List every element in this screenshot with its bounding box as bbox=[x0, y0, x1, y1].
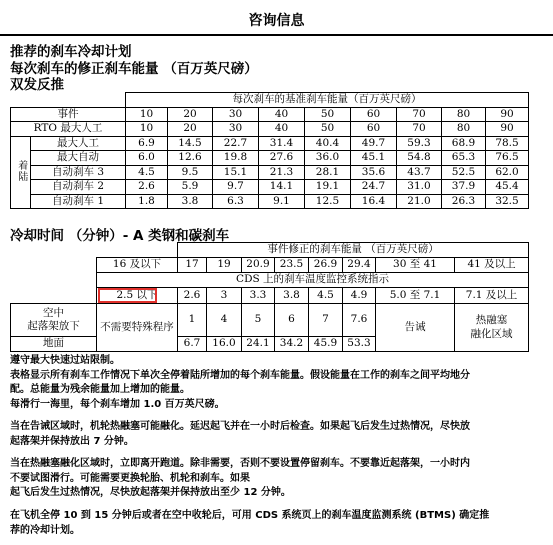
fuse-zone-line2: 融化区域 bbox=[470, 328, 513, 340]
note-line: 起飞后发生过热情况，尽快放起落架并保持放出至少 12 分钟。 bbox=[10, 487, 291, 498]
page-header bbox=[0, 8, 553, 36]
table-cell: 54.8 bbox=[397, 151, 442, 166]
brake-energy-table bbox=[10, 92, 529, 209]
fuse-zone-line1: 热融塞 bbox=[475, 313, 508, 326]
table-row bbox=[11, 180, 529, 195]
table-cell: 34.2 bbox=[275, 337, 309, 352]
air-label: 空中 bbox=[43, 306, 64, 319]
table-row bbox=[11, 151, 529, 166]
section-title-cooling-time: 冷却时间 （分钟）- A 类钢和碳刹车 bbox=[10, 228, 230, 244]
table-cell: 43.7 bbox=[397, 165, 442, 180]
row-label: 自动刹车 2 bbox=[31, 180, 126, 195]
table-cell: 20 bbox=[168, 122, 213, 137]
energy-col: 16 及以下 bbox=[97, 258, 178, 273]
section-title-brake-cooling: 推荐的刹车冷却计划 bbox=[10, 44, 132, 60]
table-cell: 70 bbox=[397, 122, 442, 137]
table-cell: 19.1 bbox=[305, 180, 351, 195]
table-cell: 45.1 bbox=[351, 151, 397, 166]
table-row bbox=[11, 136, 529, 151]
cds-col: 4.9 bbox=[343, 288, 376, 304]
energy-col: 60 bbox=[351, 107, 397, 122]
table-cell: 6 bbox=[275, 304, 309, 337]
table-cell: 21.3 bbox=[259, 165, 305, 180]
cds-col: 7.1 及以上 bbox=[455, 288, 529, 304]
cds-col: 3.8 bbox=[275, 288, 309, 304]
cds-col: 4.5 bbox=[309, 288, 343, 304]
table-cell: 24.7 bbox=[351, 180, 397, 195]
row-label: 自动刹车 3 bbox=[31, 165, 126, 180]
energy-col: 70 bbox=[397, 107, 442, 122]
energy-col: 80 bbox=[442, 107, 486, 122]
table-cell: 32.5 bbox=[486, 194, 529, 209]
note-line: 在飞机全停 10 到 15 分钟后或者在空中收轮后，可用 CDS 系统页上的刹车温度监测系统 (BTMS) 确定推 bbox=[10, 510, 490, 521]
cooling-time-table bbox=[10, 242, 529, 352]
table-cell: 60 bbox=[351, 122, 397, 137]
note-line: 当在热融塞融化区域时，立即离开跑道。除非需要，否则不要设置停留刹车。不要靠近起落架，一小时内 bbox=[10, 458, 470, 469]
table-cell: 7 bbox=[309, 304, 343, 337]
energy-col: 50 bbox=[305, 107, 351, 122]
cds-header: CDS 上的刹车温度监控系统指示 bbox=[97, 273, 529, 288]
table-cell: 59.3 bbox=[397, 136, 442, 151]
table-cell: 12.5 bbox=[305, 194, 351, 209]
table-cell: 6.7 bbox=[178, 337, 207, 352]
table-cell: 27.6 bbox=[259, 151, 305, 166]
table-cell: 4 bbox=[207, 304, 242, 337]
table-cell: 12.6 bbox=[168, 151, 213, 166]
table-cell: 62.0 bbox=[486, 165, 529, 180]
caution-zone: 告诫 bbox=[376, 304, 455, 352]
section-subtitle-energy: 每次刹车的修正刹车能量 （百万英尺磅） bbox=[10, 61, 258, 77]
energy-col: 30 bbox=[213, 107, 259, 122]
highlight-box bbox=[98, 288, 157, 303]
table-cell: 7.6 bbox=[343, 304, 376, 337]
table-cell: 31.4 bbox=[259, 136, 305, 151]
table-cell: 6.0 bbox=[126, 151, 168, 166]
row-label: 最大人工 bbox=[31, 136, 126, 151]
table-cell: 50 bbox=[305, 122, 351, 137]
gear-down-label: 起落架放下 bbox=[27, 320, 80, 332]
table-cell: 1.8 bbox=[126, 194, 168, 209]
table-cell: 78.5 bbox=[486, 136, 529, 151]
event-header: 事件 bbox=[11, 107, 126, 122]
row-label: 最大自动 bbox=[31, 151, 126, 166]
cds-col: 2.5 以下 bbox=[97, 288, 178, 304]
table-cell: 45.4 bbox=[486, 180, 529, 195]
table-cell: 24.1 bbox=[242, 337, 275, 352]
energy-col: 40 bbox=[259, 107, 305, 122]
energy-col: 29.4 bbox=[343, 258, 376, 273]
table-cell: 31.0 bbox=[397, 180, 442, 195]
cds-col: 3.3 bbox=[242, 288, 275, 304]
table-cell: 16.4 bbox=[351, 194, 397, 209]
table-cell: 37.9 bbox=[442, 180, 486, 195]
cds-col: 5.0 至 7.1 bbox=[376, 288, 455, 304]
table-cell: 6.9 bbox=[126, 136, 168, 151]
note-line: 起落架并保持放出 7 分钟。 bbox=[10, 435, 134, 447]
note-line: 配。总能量为残余能量加上增加的能量。 bbox=[10, 384, 190, 395]
table-cell: 14.1 bbox=[259, 180, 305, 195]
notes-paragraph-1 bbox=[10, 354, 545, 412]
table-cell: 9.5 bbox=[168, 165, 213, 180]
table-cell: 5 bbox=[242, 304, 275, 337]
note-line: 表格显示所有刹车工作情况下单次全停着陆所增加的每个刹车能量。假设能量在工作的刹车之间平均地分 bbox=[10, 369, 470, 381]
table-cell: 36.0 bbox=[305, 151, 351, 166]
table-cell: 28.1 bbox=[305, 165, 351, 180]
landing-label-cell bbox=[11, 136, 31, 209]
fuse-plug-melt-zone bbox=[455, 304, 529, 352]
table-cell: 1 bbox=[178, 304, 207, 337]
energy-col: 20.9 bbox=[242, 258, 275, 273]
air-gear-cell bbox=[11, 304, 97, 337]
notes-paragraph-4 bbox=[10, 509, 545, 538]
table-cell: 9.1 bbox=[259, 194, 305, 209]
energy-col: 90 bbox=[486, 107, 529, 122]
ground-label: 地面 bbox=[11, 337, 97, 352]
table-cell: 52.5 bbox=[442, 165, 486, 180]
note-line: 当在告诫区域时，机轮热融塞可能融化。延迟起飞并在一小时后检查。如果起飞后发生过热情况，尽快放 bbox=[10, 421, 470, 432]
table-row bbox=[11, 194, 529, 209]
table-cell: 16.0 bbox=[207, 337, 242, 352]
table-row bbox=[11, 107, 529, 122]
table-cell: 53.3 bbox=[343, 337, 376, 352]
table-row bbox=[11, 258, 529, 273]
table-cell: 45.9 bbox=[309, 337, 343, 352]
table-cell: 5.9 bbox=[168, 180, 213, 195]
table-cell: 49.7 bbox=[351, 136, 397, 151]
table-cell: 19.8 bbox=[213, 151, 259, 166]
table-cell: 22.7 bbox=[213, 136, 259, 151]
table-cell: 9.7 bbox=[213, 180, 259, 195]
table-row bbox=[11, 304, 529, 337]
table-cell: 14.5 bbox=[168, 136, 213, 151]
page-title: 咨询信息 bbox=[248, 13, 305, 29]
table-cell: 90 bbox=[486, 122, 529, 137]
notes-paragraph-3 bbox=[10, 457, 545, 501]
cds-col: 3 bbox=[207, 288, 242, 304]
table-cell: 65.3 bbox=[442, 151, 486, 166]
energy-col: 17 bbox=[178, 258, 207, 273]
rto-label: RTO 最大人工 bbox=[11, 122, 126, 137]
energy-col: 23.5 bbox=[275, 258, 309, 273]
energy-header: 事件修正的刹车能量 （百万英尺磅） bbox=[178, 243, 529, 258]
table-cell: 3.8 bbox=[168, 194, 213, 209]
table-row bbox=[11, 122, 529, 137]
table-cell: 76.5 bbox=[486, 151, 529, 166]
table-cell: 15.1 bbox=[213, 165, 259, 180]
table-cell: 21.0 bbox=[397, 194, 442, 209]
energy-col: 20 bbox=[168, 107, 213, 122]
note-line: 荐的冷却计划。 bbox=[10, 524, 80, 536]
note-line: 遵守最大快速过站限制。 bbox=[10, 355, 120, 366]
cds-col: 2.6 bbox=[178, 288, 207, 304]
table-row bbox=[11, 165, 529, 180]
table1-group-header: 每次刹车的基准刹车能量（百万英尺磅） bbox=[126, 93, 529, 108]
table-cell: 10 bbox=[126, 122, 168, 137]
table-cell: 2.6 bbox=[126, 180, 168, 195]
note-line: 不要试图滑行。可能需要更换轮胎、机轮和刹车。如果 bbox=[10, 472, 250, 484]
reverser-label: 双发反推 bbox=[10, 77, 64, 93]
table-cell: 40 bbox=[259, 122, 305, 137]
table-cell: 68.9 bbox=[442, 136, 486, 151]
energy-col: 26.9 bbox=[309, 258, 343, 273]
landing-label: 着陆 bbox=[15, 159, 27, 182]
no-procedure-cell: 不需要特殊程序 bbox=[97, 304, 178, 352]
table-cell: 26.3 bbox=[442, 194, 486, 209]
energy-col: 10 bbox=[126, 107, 168, 122]
table-cell: 6.3 bbox=[213, 194, 259, 209]
table-row bbox=[11, 288, 529, 304]
note-line: 每滑行一海里，每个刹车增加 1.0 百万英尺磅。 bbox=[10, 398, 225, 410]
row-label: 自动刹车 1 bbox=[31, 194, 126, 209]
energy-col: 19 bbox=[207, 258, 242, 273]
table-cell: 30 bbox=[213, 122, 259, 137]
table-cell: 40.4 bbox=[305, 136, 351, 151]
notes-paragraph-2 bbox=[10, 420, 545, 449]
energy-col: 30 至 41 bbox=[376, 258, 455, 273]
energy-col: 41 及以上 bbox=[455, 258, 529, 273]
table-cell: 4.5 bbox=[126, 165, 168, 180]
table-cell: 35.6 bbox=[351, 165, 397, 180]
table-cell: 80 bbox=[442, 122, 486, 137]
